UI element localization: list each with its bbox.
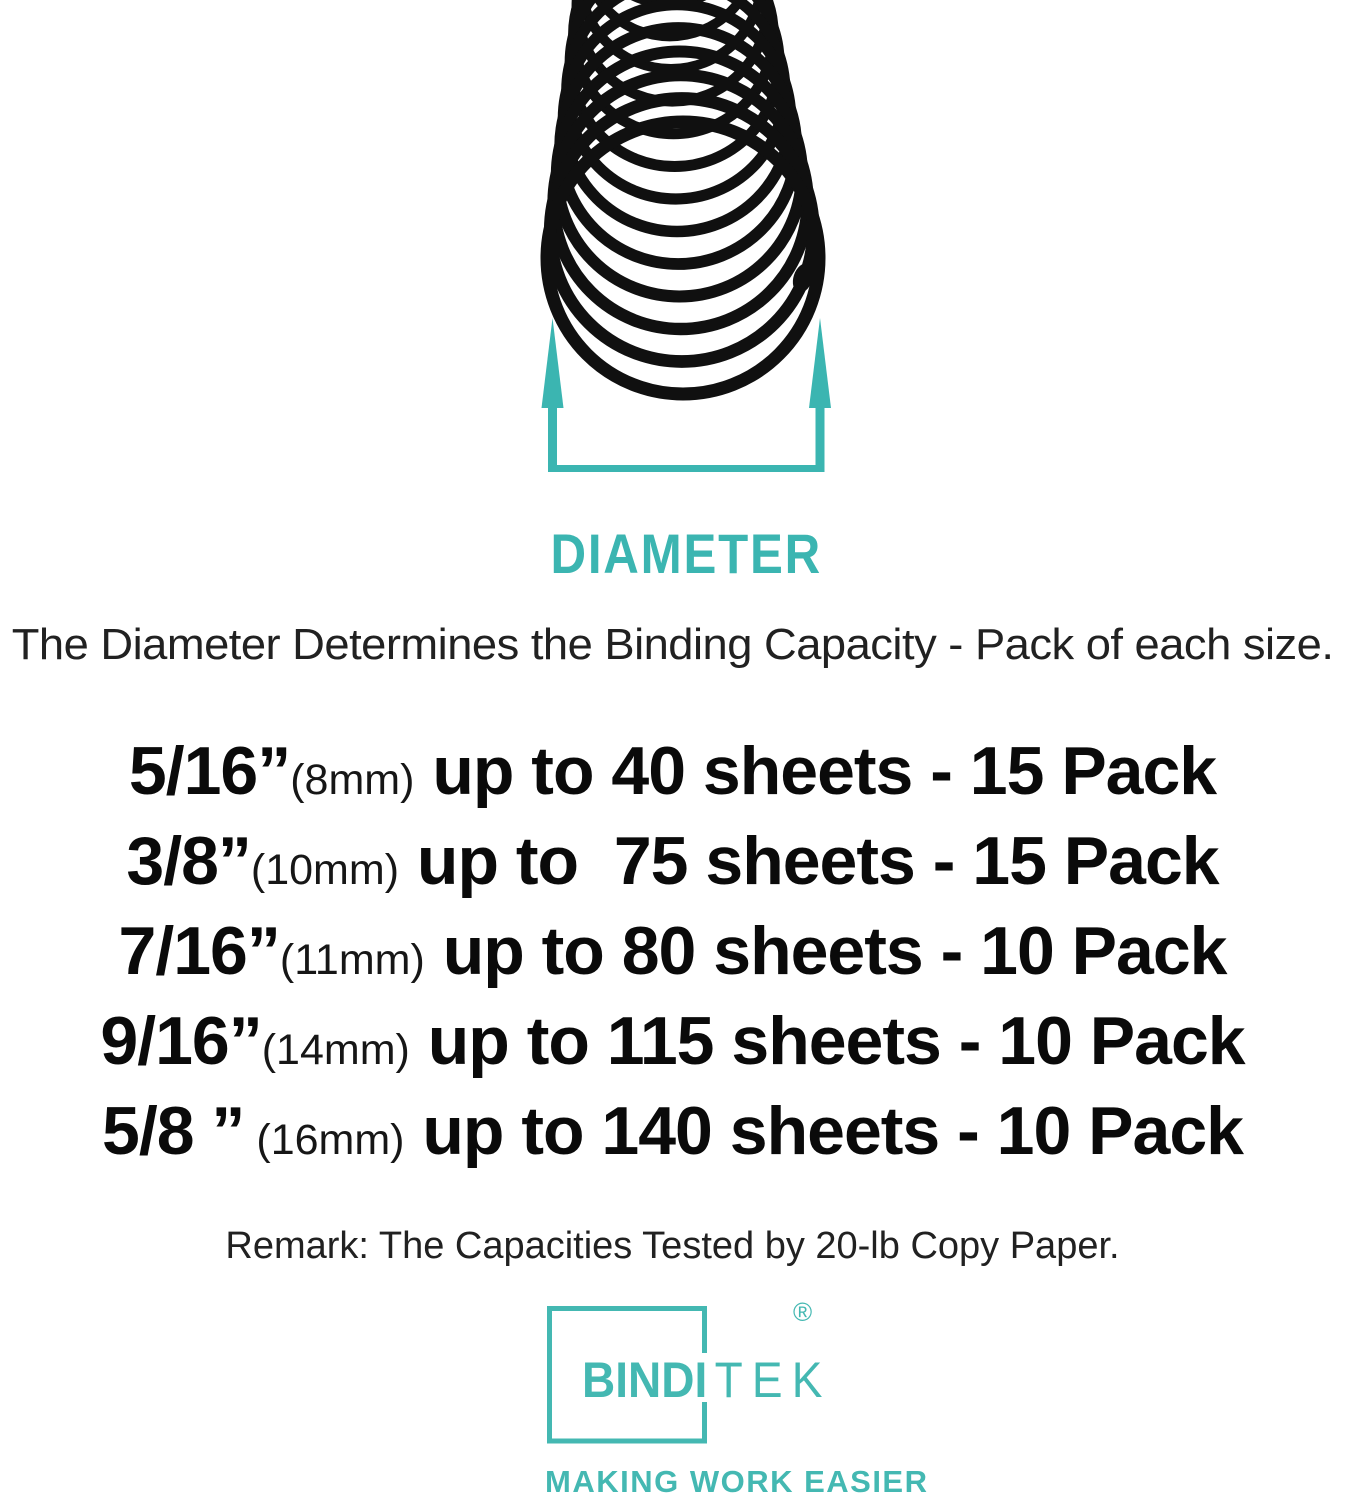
headline: [0, 620, 1345, 670]
size-capacity: up to 140 sheets - 10 Pack: [404, 1093, 1243, 1169]
diameter-arrow-left-shaft: [548, 402, 557, 472]
size-value: 5/8 ”: [102, 1093, 245, 1169]
headline-text: The Diameter Determines the Binding Capacity - Pack of each size.: [11, 620, 1334, 669]
size-line: [0, 996, 1345, 1086]
size-line: [0, 906, 1345, 996]
diameter-arrow-right-icon: [809, 318, 831, 408]
size-line: [0, 816, 1345, 906]
diameter-bracket-baseline: [548, 465, 825, 472]
size-mm: (16mm): [244, 1116, 405, 1164]
size-mm: (8mm): [290, 756, 415, 804]
coil-diagram: [0, 0, 1345, 612]
registered-mark-icon: ®: [793, 1297, 813, 1327]
size-mm: (10mm): [250, 846, 400, 894]
diameter-arrow-left-icon: [542, 318, 564, 408]
size-mm: (11mm): [279, 936, 425, 984]
size-value: 3/8”: [126, 823, 251, 899]
remark-text: Remark: The Capacities Tested by 20-lb Copy Paper.: [225, 1225, 1120, 1267]
remark: [0, 1222, 1345, 1270]
diameter-label-text: DIAMETER: [550, 522, 823, 585]
size-capacity: up to 75 sheets - 15 Pack: [399, 823, 1219, 899]
spiral-coil-photo: [547, 0, 819, 394]
size-line: [0, 726, 1345, 816]
size-value: 7/16”: [118, 913, 280, 989]
size-value: 9/16”: [100, 1003, 262, 1079]
brand-name: [582, 1352, 832, 1408]
size-capacity-list: [0, 726, 1345, 1176]
brand-name-light: TEK: [714, 1352, 832, 1408]
size-capacity: up to 80 sheets - 10 Pack: [424, 913, 1227, 989]
diameter-arrow-right-shaft: [816, 402, 825, 472]
size-value: 5/16”: [128, 733, 291, 809]
brand-tagline: MAKING WORK EASIER: [545, 1464, 929, 1496]
size-mm: (14mm): [261, 1026, 410, 1074]
size-capacity: up to 40 sheets - 15 Pack: [414, 733, 1217, 809]
diameter-label: [0, 524, 1345, 584]
size-capacity: up to 115 sheets - 10 Pack: [409, 1003, 1245, 1079]
brand-name-bold: BINDI: [582, 1352, 708, 1408]
size-line: [0, 1086, 1345, 1176]
